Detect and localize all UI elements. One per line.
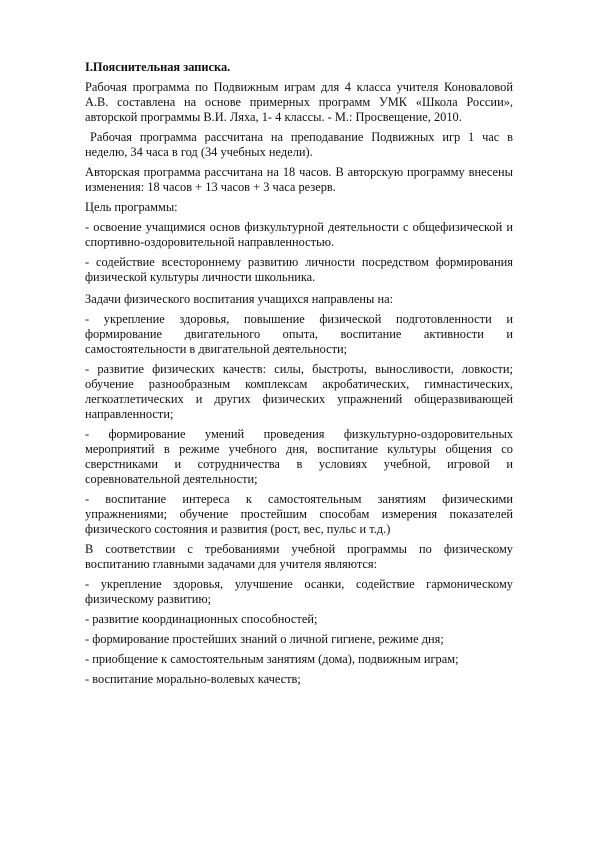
paragraph-hours: Рабочая программа рассчитана на преподавание Подвижных игр 1 час в неделю, 34 часа в год (34 учебных недели).: [85, 130, 513, 159]
section-heading: I.Пояснительная записка.: [85, 60, 231, 74]
list-item-goal-1: - освоение учащимися основ физкультурной деятельности с общефизической и спортивно-оздоровительной направленностью.: [85, 220, 513, 249]
paragraph-tasks-title: Задачи физического воспитания учащихся направлены на:: [85, 292, 394, 306]
list-item-teacher-5: - воспитание морально-волевых качеств;: [85, 672, 301, 686]
list-item-task-3: - формирование умений проведения физкультурно-оздоровительных мероприятий в режиме учебного дня, воспитание культуры общения со сверстниками и сотрудничества в условиях учебной, игровой и соревновательной деятельности;: [85, 427, 513, 486]
list-item-task-4: - воспитание интереса к самостоятельным занятиям физическими упражнениями; обучение простейшим способам измерения показателей физического состояния и развития (рост, вес, пульс и т.д.): [85, 492, 513, 536]
list-item-teacher-2: - развитие координационных способностей;: [85, 612, 318, 626]
paragraph-author-hours: Авторская программа рассчитана на 18 часов. В авторскую программу внесены изменения: 18 часов + 13 часов + 3 часа резерв.: [85, 165, 513, 194]
list-item-teacher-4: - приобщение к самостоятельным занятиям (дома), подвижным играм;: [85, 652, 459, 666]
paragraph-program-basis: Рабочая программа по Подвижным играм для 4 класса учителя Коноваловой А.В. составлена на основе примерных программ УМК «Школа России», авторской программы В.И. Ляха, 1- 4 классы. - М.: Просвещение, 2010.: [85, 80, 513, 124]
list-item-task-2: - развитие физических качеств: силы, быстроты, выносливости, ловкости; обучение разнообразным комплексам акробатических, гимнастических, легкоатлетических и других физических упражнений общеразвивающей направленности;: [85, 362, 513, 421]
list-item-teacher-1: - укрепление здоровья, улучшение осанки, содействие гармоническому физическому развитию;: [85, 577, 513, 606]
paragraph-goal-title: Цель программы:: [85, 200, 178, 214]
document-body: [85, 60, 513, 692]
list-item-goal-2: - содействие всестороннему развитию личности посредством формирования физической культуры личности школьника.: [85, 255, 513, 284]
list-item-task-1: - укрепление здоровья, повышение физической подготовленности и формирование двигательного опыта, воспитание активности и самостоятельности в двигательной деятельности;: [85, 312, 513, 356]
paragraph-teacher-tasks: В соответствии с требованиями учебной программы по физическому воспитанию главными задачами для учителя являются:: [85, 542, 513, 571]
list-item-teacher-3: - формирование простейших знаний о личной гигиене, режиме дня;: [85, 632, 444, 646]
